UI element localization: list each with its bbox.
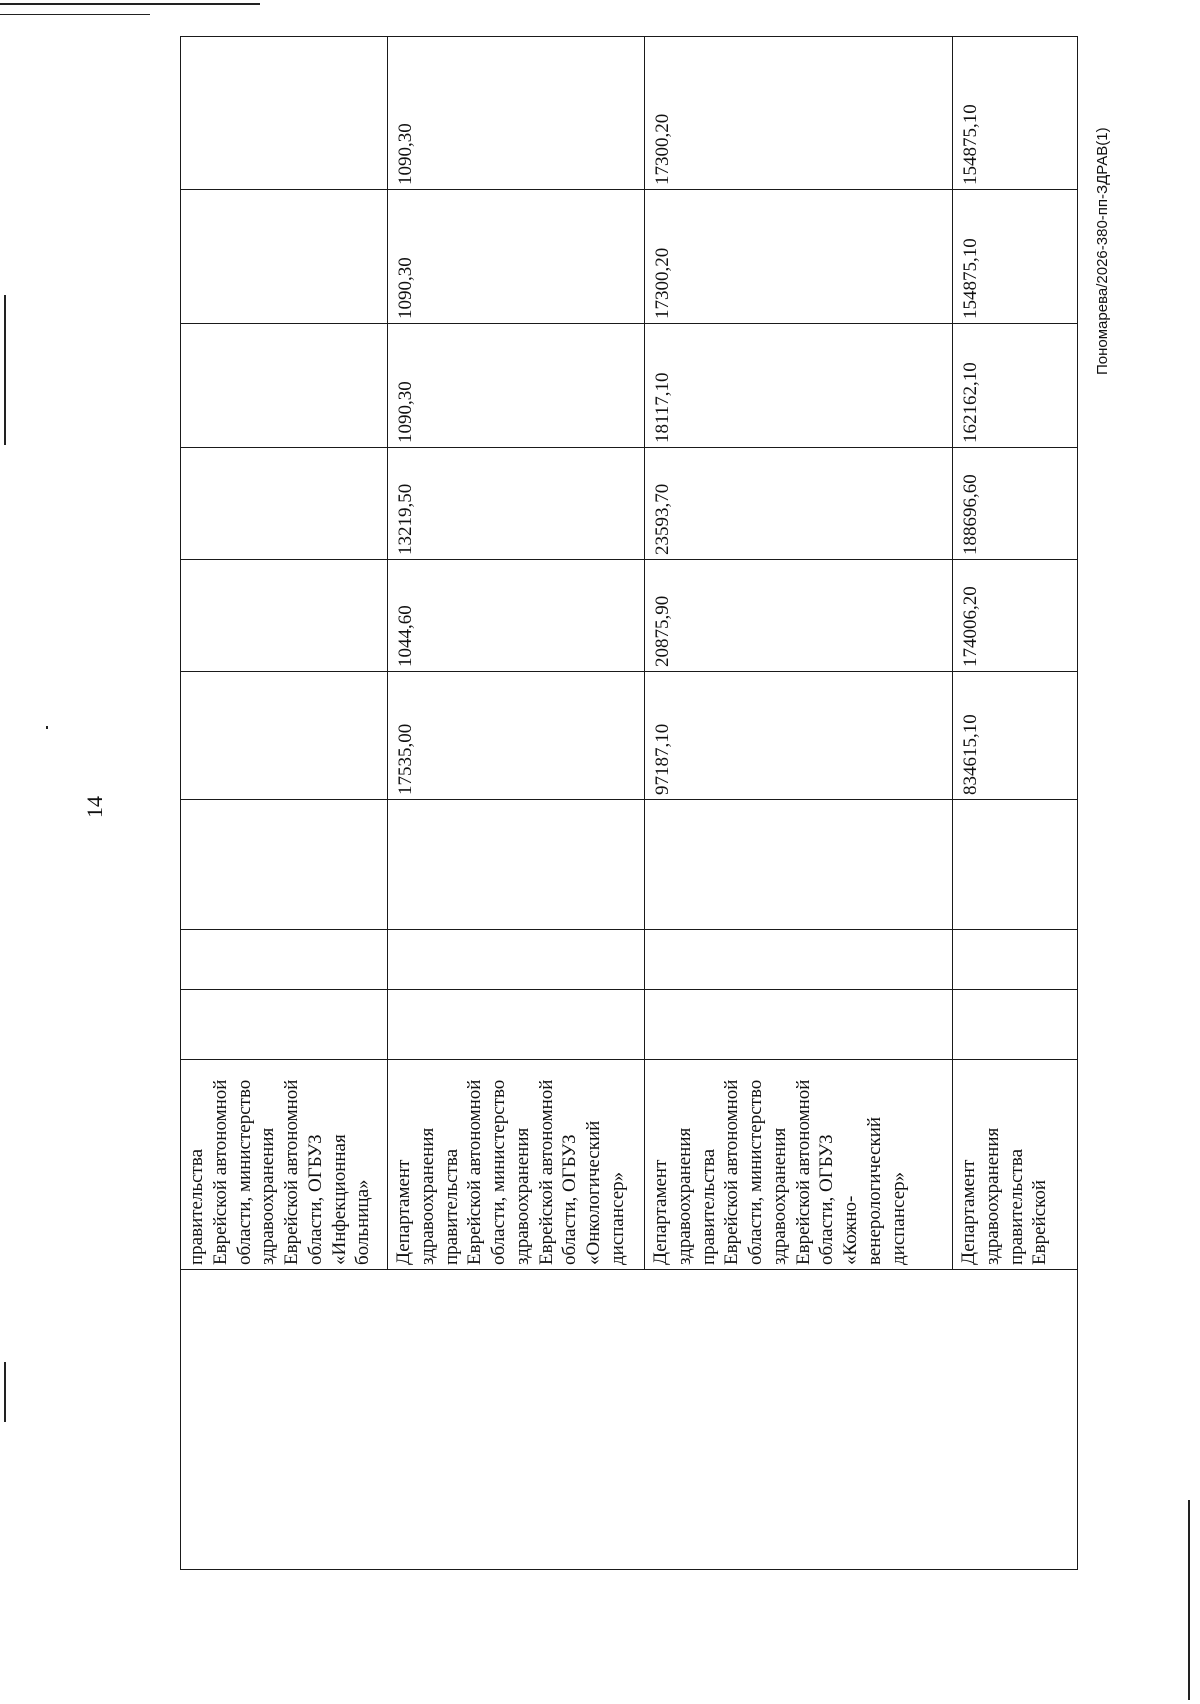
funding-table-frame	[180, 37, 1077, 1570]
table-cell: 834615,10	[953, 672, 1078, 800]
table-cell	[953, 800, 1078, 930]
table-cell	[388, 930, 645, 990]
table-cell: 1090,30	[388, 37, 645, 190]
table-cell	[181, 324, 388, 448]
table-cell-blank	[181, 1270, 1078, 1570]
scan-edge-mark-left-lower	[4, 1362, 6, 1422]
table-cell: 1090,30	[388, 324, 645, 448]
table-cell	[181, 800, 388, 930]
table-cell: 20875,90	[645, 560, 953, 672]
scan-edge-mark-left	[4, 295, 6, 445]
table-cell	[953, 930, 1078, 990]
table-cell	[645, 930, 953, 990]
table-cell: 154875,10	[953, 190, 1078, 324]
table-cell	[181, 190, 388, 324]
table-cell: 13219,50	[388, 448, 645, 560]
table-cell: 17300,20	[645, 190, 953, 324]
table-cell: 17300,20	[645, 37, 953, 190]
table-cell	[181, 930, 388, 990]
table-cell: 1044,60	[388, 560, 645, 672]
table-cell: 1090,30	[388, 190, 645, 324]
table-cell	[181, 560, 388, 672]
scan-edge-mark-top-short	[0, 14, 150, 15]
scan-edge-mark-right	[1188, 1500, 1190, 1700]
table-cell	[388, 990, 645, 1060]
table-cell: 18117,10	[645, 324, 953, 448]
executor-cell: правительства Еврейской автономной области, министерство здравоохранения Еврейской автономной области, ОГБУЗ «Инфекционная больница»	[181, 1060, 388, 1270]
table-cell	[181, 448, 388, 560]
table-cell: 23593,70	[645, 448, 953, 560]
table-cell	[181, 37, 388, 190]
table-cell	[181, 990, 388, 1060]
funding-table	[180, 36, 1078, 1570]
page-number: 14	[82, 796, 107, 818]
table-cell	[181, 672, 388, 800]
scan-dot	[46, 726, 48, 729]
executor-cell: Департамент здравоохранения правительства Еврейской автономной области, министерство здравоохранения Еврейской автономной области, ОГБУЗ «Онкологический диспансер»	[388, 1060, 645, 1270]
table-cell: 188696,60	[953, 448, 1078, 560]
table-row	[181, 37, 388, 1570]
table-cell: 174006,20	[953, 560, 1078, 672]
scan-edge-mark-top	[0, 3, 260, 5]
executor-cell: Департамент здравоохранения правительства Еврейской автономной области, министерство здравоохранения Еврейской автономной области, ОГБУЗ «Кожно-венерологический диспансер»	[645, 1060, 953, 1270]
table-cell: 17535,00	[388, 672, 645, 800]
table-cell	[388, 800, 645, 930]
table-cell	[953, 990, 1078, 1060]
table-cell: 154875,10	[953, 37, 1078, 190]
table-cell	[645, 800, 953, 930]
document-reference: Пономарева/2026-380-пп-ЗДРАВ(1)	[1094, 127, 1111, 375]
table-cell: 162162,10	[953, 324, 1078, 448]
executor-cell: Департамент здравоохранения правительства Еврейской	[953, 1060, 1078, 1270]
table-cell: 97187,10	[645, 672, 953, 800]
table-cell	[645, 990, 953, 1060]
